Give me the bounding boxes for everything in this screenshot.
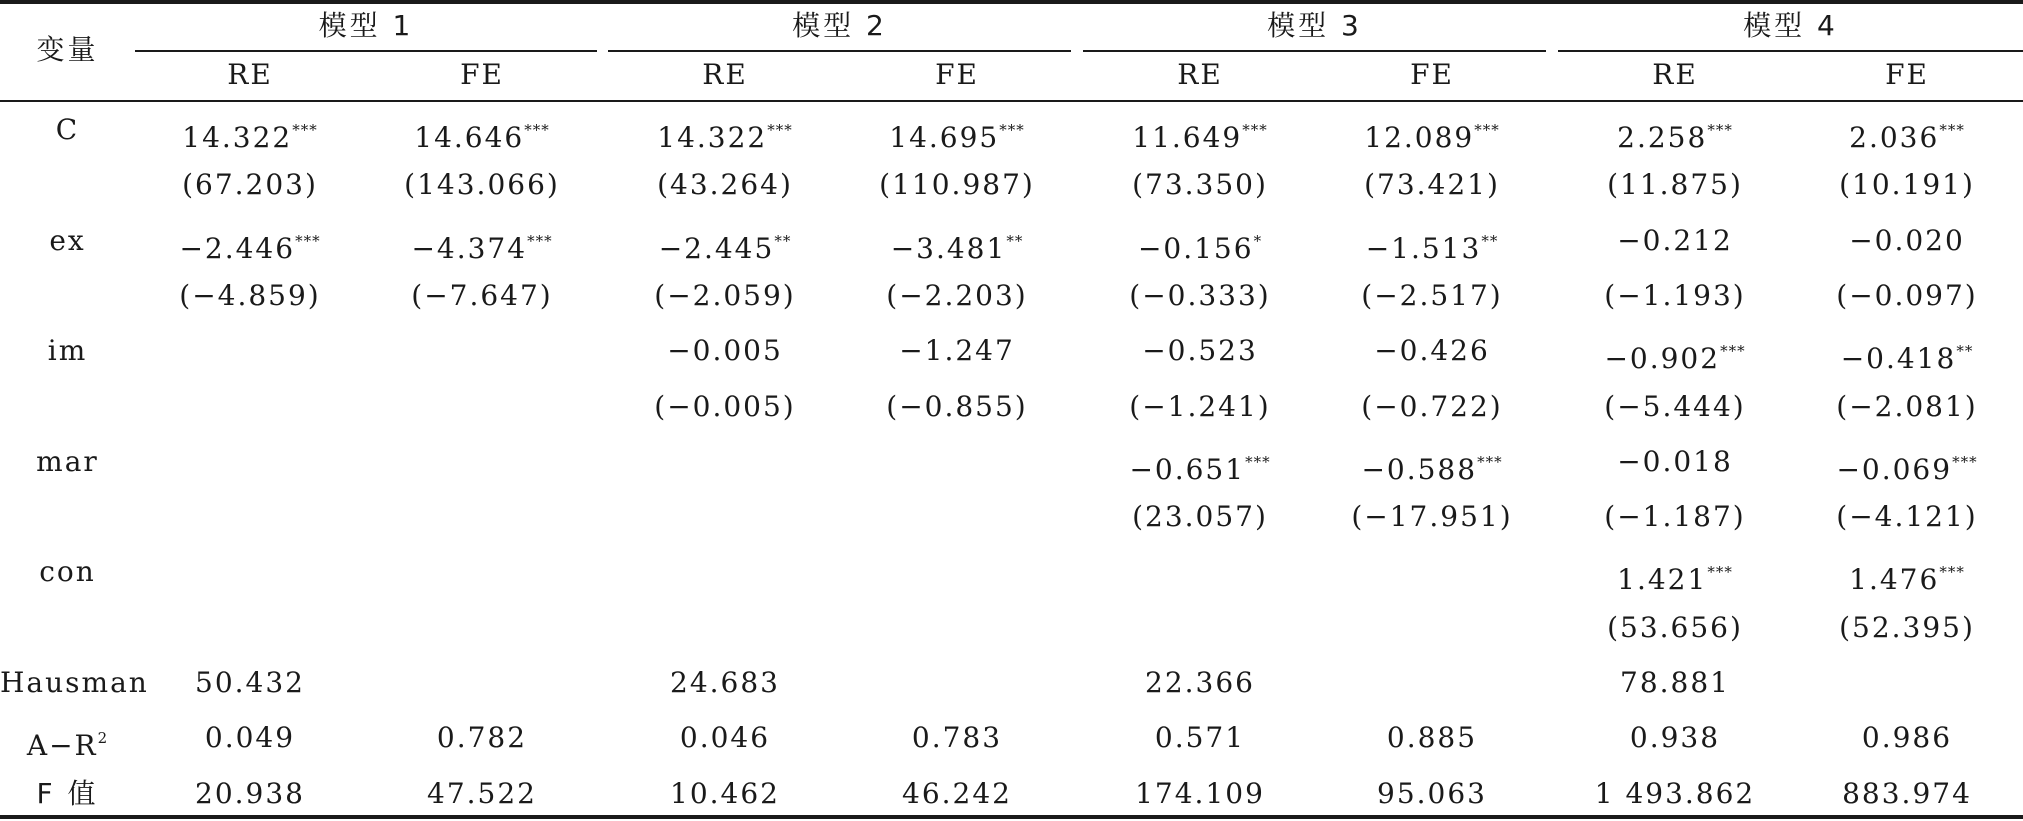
table-cell: [610, 331, 840, 371]
row-label: [0, 497, 135, 537]
significance-stars: ***: [1245, 453, 1271, 471]
table-cell: [1792, 497, 2022, 537]
table-cell: [1560, 497, 1790, 537]
significance-stars: ***: [1939, 121, 1965, 139]
cell-text: −0.212: [1617, 224, 1733, 257]
table-cell: [610, 276, 840, 316]
table-cell: [1085, 110, 1315, 154]
cell-text: 0.571: [1154, 721, 1246, 754]
cell-text: −0.005: [667, 334, 783, 367]
table-cell: [135, 718, 365, 758]
cell-text: ex: [49, 224, 86, 257]
table-cell: [1792, 608, 2022, 648]
table-cell: [610, 387, 840, 427]
cell-text: −0.902: [1604, 342, 1721, 375]
table-cell: [1317, 165, 1547, 205]
table-cell: [610, 165, 840, 205]
significance-stars: 2: [97, 729, 109, 747]
cell-text: FE: [935, 58, 979, 91]
table-cell: [1560, 387, 1790, 427]
group-underline: [608, 50, 1071, 52]
cell-text: (73.350): [1132, 168, 1268, 201]
table-cell: [1317, 110, 1547, 154]
cell-text: 0.046: [679, 721, 771, 754]
cell-text: −4.374: [411, 232, 528, 265]
table-cell: [842, 387, 1072, 427]
cell-text: 78.881: [1620, 666, 1730, 699]
table-cell: [1560, 552, 1790, 596]
cell-text: FE: [460, 58, 504, 91]
cell-text: A−R: [26, 729, 98, 762]
cell-text: C: [55, 113, 80, 146]
table-cell: [367, 276, 597, 316]
group-underline: [1558, 50, 2023, 52]
row-label: [0, 221, 135, 261]
table-cell: [367, 110, 597, 154]
group-underline: [1083, 50, 1546, 52]
table-cell: [1792, 110, 2022, 154]
table-cell: [367, 165, 597, 205]
cell-text: (−0.005): [654, 390, 796, 423]
cell-text: (−0.097): [1836, 279, 1978, 312]
cell-text: −0.588: [1361, 453, 1478, 486]
cell-text: con: [39, 555, 96, 588]
table-cell: [1085, 497, 1315, 537]
cell-text: −3.481: [890, 232, 1007, 265]
cell-text: 12.089: [1364, 121, 1475, 154]
significance-stars: ***: [527, 232, 553, 250]
table-cell: [1560, 221, 1790, 261]
table-cell: [1317, 442, 1547, 486]
cell-text: (43.264): [657, 168, 793, 201]
cell-text: mar: [36, 445, 99, 478]
table-cell: [610, 110, 840, 154]
model-header: [1558, 6, 2023, 46]
table-cell: [1317, 221, 1547, 265]
estimator-header: [1792, 55, 2022, 95]
estimator-header: [842, 55, 1072, 95]
cell-text: (−0.855): [886, 390, 1028, 423]
estimator-header: [135, 55, 365, 95]
cell-text: (−2.081): [1836, 390, 1978, 423]
cell-text: −1.513: [1365, 232, 1482, 265]
cell-text: 模型 3: [1267, 9, 1362, 42]
table-cell: [1085, 718, 1315, 758]
cell-text: 14.322: [657, 121, 768, 154]
table-cell: [1085, 442, 1315, 486]
cell-text: 14.695: [889, 121, 1000, 154]
table-cell: [1792, 552, 2022, 596]
table-cell: [1085, 663, 1315, 703]
table-cell: [1085, 774, 1315, 814]
cell-text: RE: [1652, 58, 1698, 91]
estimator-header: [1317, 55, 1547, 95]
table-cell: [842, 276, 1072, 316]
significance-stars: ***: [292, 121, 318, 139]
table-cell: [135, 221, 365, 265]
cell-text: (52.395): [1839, 611, 1975, 644]
cell-text: 95.063: [1377, 777, 1487, 810]
significance-stars: ***: [1707, 563, 1733, 581]
table-cell: [610, 663, 840, 703]
model-header: [1083, 6, 1546, 46]
row-label: [0, 110, 135, 150]
cell-text: (−0.333): [1129, 279, 1271, 312]
table-cell: [367, 718, 597, 758]
significance-stars: *: [1253, 232, 1263, 250]
table-cell: [1085, 331, 1315, 371]
table-cell: [367, 774, 597, 814]
table-cell: [1792, 276, 2022, 316]
cell-text: F 值: [36, 777, 99, 810]
cell-text: −2.445: [658, 232, 775, 265]
row-label: [0, 276, 135, 316]
cell-text: 2.258: [1617, 121, 1708, 154]
cell-text: Hausman: [0, 666, 149, 699]
table-cell: [1792, 718, 2022, 758]
top-rule: [0, 0, 2023, 4]
cell-text: 模型 4: [1743, 9, 1838, 42]
table-cell: [842, 221, 1072, 265]
table-cell: [135, 165, 365, 205]
significance-stars: **: [1006, 232, 1024, 250]
row-label: [0, 387, 135, 427]
cell-text: RE: [1177, 58, 1223, 91]
row-label: [0, 552, 135, 592]
table-cell: [135, 110, 365, 154]
cell-text: 1.476: [1849, 563, 1940, 596]
model-header: [135, 6, 597, 46]
table-cell: [1317, 331, 1547, 371]
table-cell: [135, 774, 365, 814]
cell-text: (−5.444): [1604, 390, 1746, 423]
cell-text: RE: [702, 58, 748, 91]
cell-text: −0.418: [1840, 342, 1957, 375]
cell-text: −0.426: [1374, 334, 1490, 367]
cell-text: FE: [1885, 58, 1929, 91]
significance-stars: ***: [767, 121, 793, 139]
estimator-header: [1085, 55, 1315, 95]
cell-text: 46.242: [902, 777, 1012, 810]
table-cell: [367, 221, 597, 265]
cell-text: (−4.859): [179, 279, 321, 312]
cell-text: (−1.193): [1604, 279, 1746, 312]
cell-text: −0.523: [1142, 334, 1258, 367]
cell-text: 1.421: [1617, 563, 1708, 596]
estimator-header: [610, 55, 840, 95]
table-cell: [1560, 718, 1790, 758]
variable-header: 变量: [36, 33, 99, 66]
table-cell: [610, 718, 840, 758]
cell-text: (53.656): [1607, 611, 1743, 644]
cell-text: RE: [227, 58, 273, 91]
significance-stars: ***: [1474, 121, 1500, 139]
cell-text: 0.782: [436, 721, 528, 754]
cell-text: (11.875): [1607, 168, 1743, 201]
cell-text: 24.683: [670, 666, 780, 699]
significance-stars: ***: [1720, 342, 1746, 360]
row-label: [0, 442, 135, 482]
table-cell: [1560, 110, 1790, 154]
cell-text: (−1.187): [1604, 500, 1746, 533]
table-cell: [135, 663, 365, 703]
cell-text: 0.783: [911, 721, 1003, 754]
row-label: [0, 718, 135, 762]
table-cell: [1792, 387, 2022, 427]
bottom-rule: [0, 815, 2023, 819]
significance-stars: ***: [1707, 121, 1733, 139]
cell-text: FE: [1410, 58, 1454, 91]
significance-stars: **: [1481, 232, 1499, 250]
significance-stars: ***: [1242, 121, 1268, 139]
cell-text: (10.191): [1839, 168, 1975, 201]
header-rule: [0, 100, 2023, 102]
cell-text: (−2.203): [886, 279, 1028, 312]
table-cell: [1317, 276, 1547, 316]
table-cell: [1792, 774, 2022, 814]
significance-stars: ***: [524, 121, 550, 139]
cell-text: 47.522: [427, 777, 537, 810]
cell-text: (67.203): [182, 168, 318, 201]
table-cell: [1792, 331, 2022, 375]
cell-text: 1 493.862: [1594, 777, 1756, 810]
estimator-header: [367, 55, 597, 95]
table-cell: [1317, 718, 1547, 758]
table-cell: [1792, 221, 2022, 261]
cell-text: (−17.951): [1351, 500, 1513, 533]
table-cell: [842, 331, 1072, 371]
cell-text: 0.986: [1861, 721, 1953, 754]
table-cell: [1085, 165, 1315, 205]
table-cell: [842, 165, 1072, 205]
cell-text: −0.651: [1129, 453, 1246, 486]
table-cell: [1560, 442, 1790, 482]
table-cell: [1317, 774, 1547, 814]
table-cell: [1792, 442, 2022, 486]
cell-text: 模型 1: [318, 9, 414, 42]
cell-text: −0.156: [1137, 232, 1254, 265]
table-cell: [1317, 497, 1547, 537]
table-cell: [610, 774, 840, 814]
table-cell: [1560, 663, 1790, 703]
cell-text: 50.432: [195, 666, 305, 699]
table-cell: [1317, 387, 1547, 427]
cell-text: (−7.647): [411, 279, 553, 312]
cell-text: 0.049: [204, 721, 296, 754]
significance-stars: **: [774, 232, 792, 250]
significance-stars: **: [1956, 342, 1974, 360]
table-cell: [1560, 165, 1790, 205]
row-label: [0, 331, 135, 371]
table-cell: [1085, 276, 1315, 316]
cell-text: 0.938: [1629, 721, 1721, 754]
table-cell: [1792, 165, 2022, 205]
table-cell: [1560, 331, 1790, 375]
cell-text: 20.938: [195, 777, 305, 810]
cell-text: 0.885: [1386, 721, 1478, 754]
table-cell: [1085, 387, 1315, 427]
cell-text: (110.987): [879, 168, 1035, 201]
table-cell: [1560, 276, 1790, 316]
estimator-header: [1560, 55, 1790, 95]
row-label: [0, 165, 135, 205]
cell-text: (73.421): [1364, 168, 1500, 201]
row-label: [0, 608, 135, 648]
significance-stars: ***: [999, 121, 1025, 139]
table-cell: [842, 110, 1072, 154]
cell-text: 11.649: [1132, 121, 1243, 154]
cell-text: 14.646: [414, 121, 525, 154]
cell-text: −2.446: [179, 232, 296, 265]
cell-text: 883.974: [1842, 777, 1972, 810]
table-cell: [842, 774, 1072, 814]
significance-stars: ***: [1477, 453, 1503, 471]
cell-text: (23.057): [1132, 500, 1268, 533]
table-cell: [1560, 608, 1790, 648]
cell-text: (143.066): [404, 168, 560, 201]
table-cell: [1085, 221, 1315, 265]
cell-text: (−4.121): [1836, 500, 1978, 533]
cell-text: −0.020: [1849, 224, 1965, 257]
cell-text: (−0.722): [1361, 390, 1503, 423]
cell-text: (−1.241): [1129, 390, 1271, 423]
significance-stars: ***: [1952, 453, 1978, 471]
cell-text: 2.036: [1849, 121, 1940, 154]
cell-text: (−2.059): [654, 279, 796, 312]
cell-text: 14.322: [182, 121, 293, 154]
cell-text: 174.109: [1135, 777, 1265, 810]
table-cell: [1560, 774, 1790, 814]
table-cell: [842, 718, 1072, 758]
row-label: [0, 774, 135, 814]
table-cell: [610, 221, 840, 265]
cell-text: 模型 2: [792, 9, 887, 42]
cell-text: −0.069: [1836, 453, 1953, 486]
cell-text: 10.462: [670, 777, 780, 810]
model-header: [608, 6, 1071, 46]
cell-text: (−2.517): [1361, 279, 1503, 312]
significance-stars: ***: [1939, 563, 1965, 581]
row-label: [0, 663, 149, 703]
cell-text: 22.366: [1145, 666, 1255, 699]
significance-stars: ***: [295, 232, 321, 250]
cell-text: −1.247: [899, 334, 1015, 367]
group-underline: [135, 50, 597, 52]
table-cell: [135, 276, 365, 316]
cell-text: im: [47, 334, 88, 367]
cell-text: −0.018: [1617, 445, 1733, 478]
